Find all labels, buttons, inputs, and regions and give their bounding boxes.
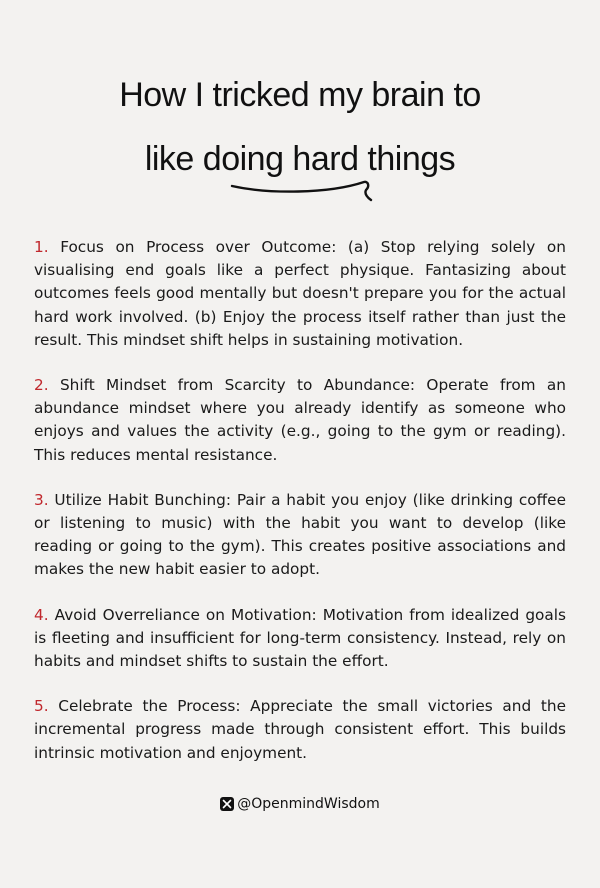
point-number: 1. <box>34 238 49 256</box>
footer-credit <box>0 796 600 812</box>
point-text: Shift Mindset from Scarcity to Abundance: Operate from an abundance mindset where you already identify as someone who enjoys and values the activity (e.g., going to the gym or reading). This reduces mental resistance. <box>34 376 566 464</box>
list-item <box>34 236 566 352</box>
point-number: 5. <box>34 697 49 716</box>
point-text: Avoid Overreliance on Motivation: Motivation from idealized goals is fleeting and insufficient for long-term consistency. Instead, rely on habits and mindset shifts to sustain the effort. <box>34 605 566 671</box>
footer-handle[interactable]: @OpenmindWisdom <box>237 796 380 812</box>
point-text: Celebrate the Process: Appreciate the small victories and the incremental progress made through consistent effort. This builds intrinsic motivation and enjoyment. <box>34 697 566 762</box>
x-logo-icon <box>220 797 234 811</box>
page-title-line-2: like doing hard things <box>144 140 456 178</box>
point-number: 2. <box>34 376 49 395</box>
underline-swash-icon <box>228 172 378 206</box>
point-number: 4. <box>34 605 49 624</box>
points-list <box>34 236 566 787</box>
point-number: 3. <box>34 490 49 509</box>
list-item <box>34 374 566 467</box>
list-item <box>34 489 566 582</box>
point-text: Focus on Process over Outcome: (a) Stop relying solely on visualising end goals like a perfect physique. Fantasizing about outcomes feels good mentally but doesn't prepare you for the actual hard work involved. (b) Enjoy the process itself rather than just the result. This mindset shift helps in sustaining motivation. <box>34 238 566 349</box>
page-title-line-1: How I tricked my brain to <box>119 76 481 114</box>
point-text: Utilize Habit Bunching: Pair a habit you enjoy (like drinking coffee or listening to music) with the habit you want to develop (like reading or going to the gym). This creates positive associations and makes the new habit easier to adopt. <box>34 490 566 579</box>
list-item <box>34 695 566 765</box>
list-item <box>34 604 566 674</box>
